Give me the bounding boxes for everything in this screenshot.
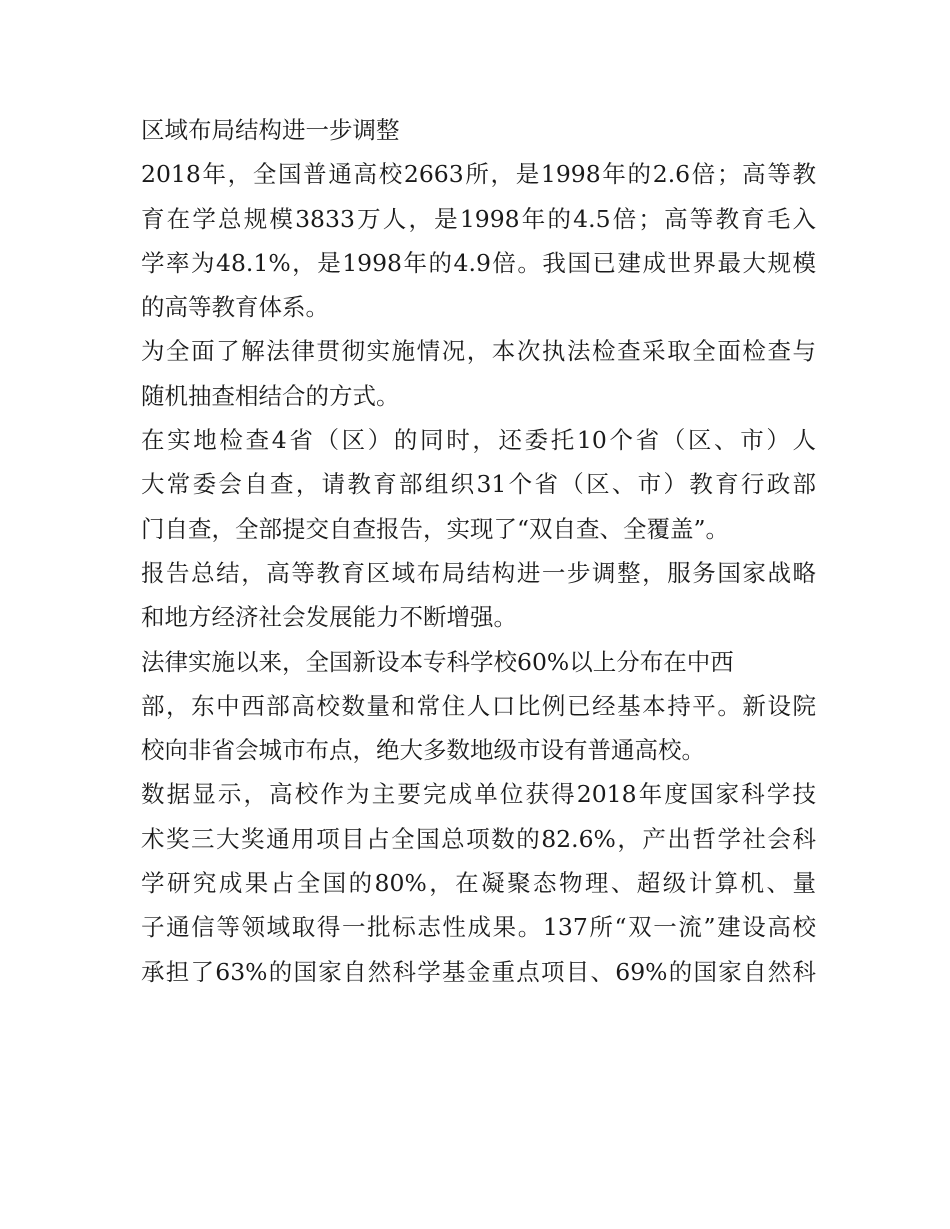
text-line: 2018年，全国普通高校2663所，是1998年的2.6倍；高等教 <box>141 160 816 189</box>
text-line: 的高等教育体系。 <box>141 293 329 322</box>
text-line: 学研究成果占全国的80%，在凝聚态物理、超级计算机、量 <box>141 869 816 898</box>
text-line: 为全面了解法律贯彻实施情况，本次执法检查采取全面检查与 <box>141 337 816 366</box>
text-line: 和地方经济社会发展能力不断增强。 <box>141 603 517 632</box>
text-line: 报告总结，高等教育区域布局结构进一步调整，服务国家战略 <box>141 558 816 587</box>
text-line: 部，东中西部高校数量和常住人口比例已经基本持平。新设院 <box>141 691 816 720</box>
text-line: 门自查，全部提交自查报告，实现了“双自查、全覆盖”。 <box>141 514 730 543</box>
text-line: 法律实施以来，全国新设本专科学校60%以上分布在中西 <box>141 647 734 676</box>
text-line: 数据显示，高校作为主要完成单位获得2018年度国家科学技 <box>141 780 816 809</box>
text-line: 校向非省会城市布点，绝大多数地级市设有普通高校。 <box>141 736 705 765</box>
section-heading: 区域布局结构进一步调整 <box>141 116 400 144</box>
text-line: 术奖三大奖通用项目占全国总项数的82.6%，产出哲学社会科 <box>141 824 816 853</box>
text-line: 学率为48.1%，是1998年的4.9倍。我国已建成世界最大规模 <box>141 248 816 277</box>
document-body <box>141 108 816 994</box>
text-line: 承担了63%的国家自然科学基金重点项目、69%的国家自然科 <box>141 957 816 986</box>
text-line: 在实地检查4省（区）的同时，还委托10个省（区、市）人 <box>141 426 816 455</box>
text-line: 大常委会自查，请教育部组织31个省（区、市）教育行政部 <box>141 470 816 499</box>
text-line: 育在学总规模3833万人，是1998年的4.5倍；高等教育毛入 <box>141 204 816 233</box>
text-line: 随机抽查相结合的方式。 <box>141 381 400 410</box>
text-line: 子通信等领域取得一批标志性成果。137所“双一流”建设高校 <box>141 913 816 942</box>
